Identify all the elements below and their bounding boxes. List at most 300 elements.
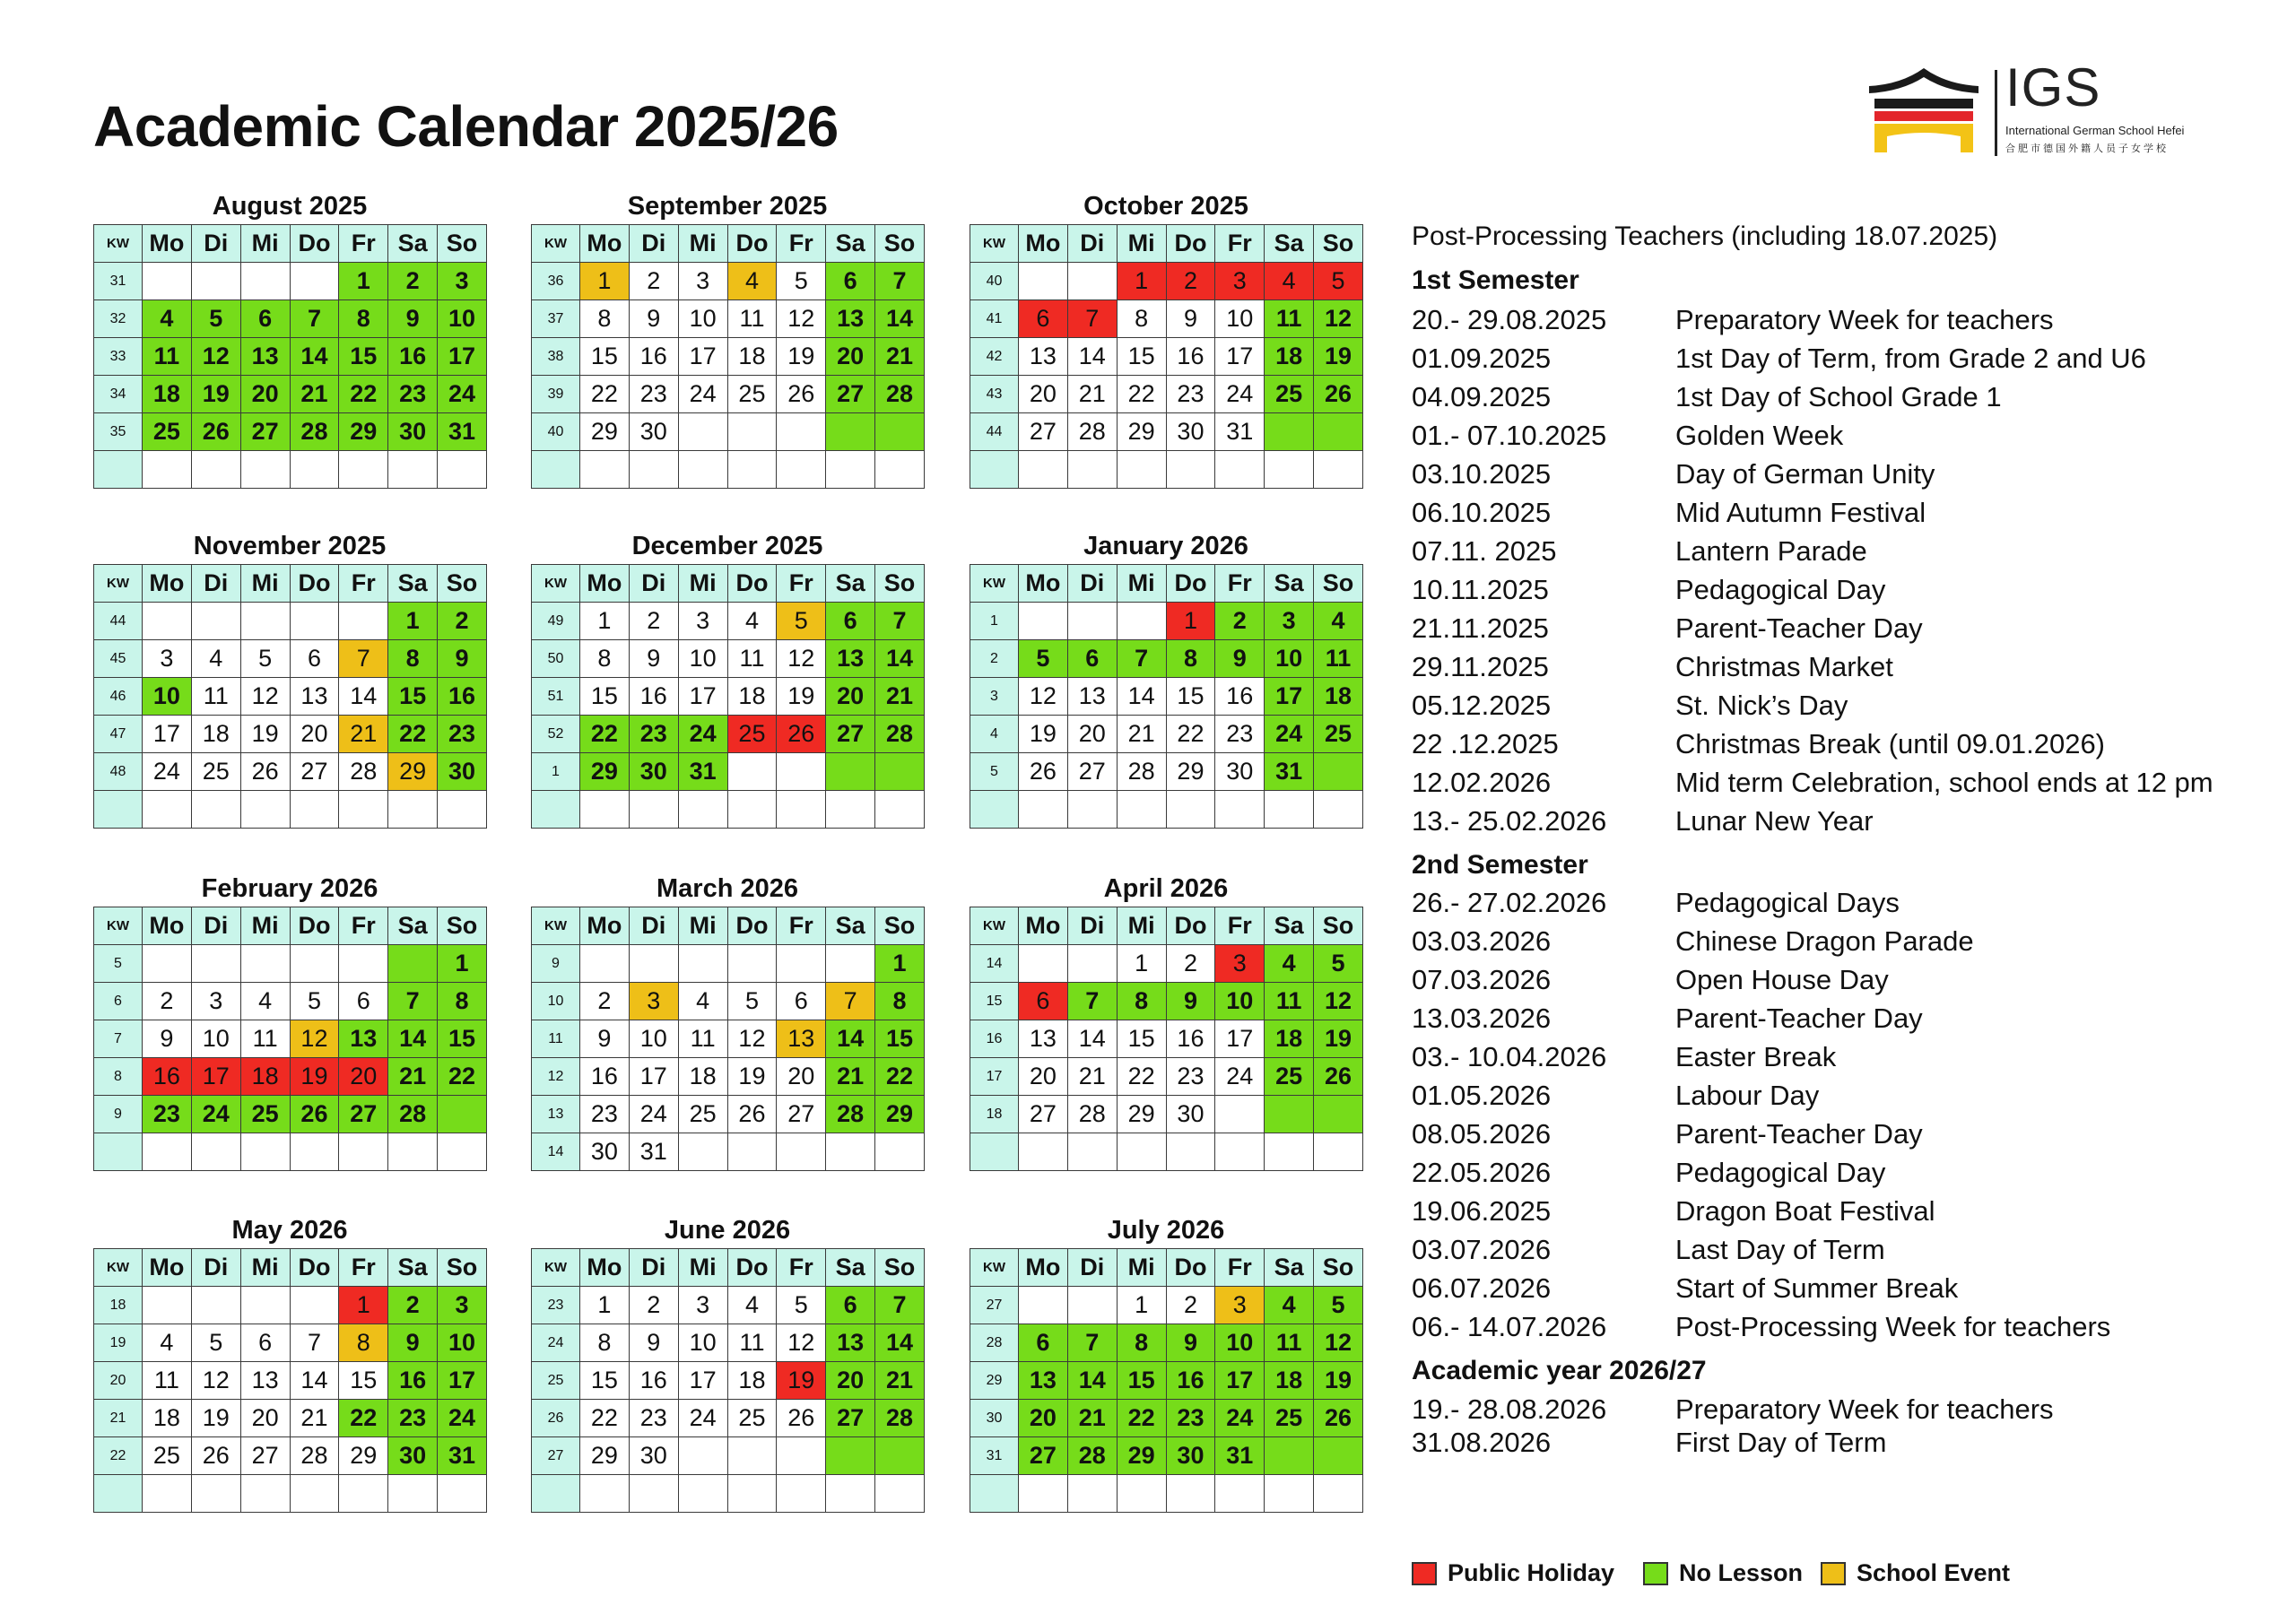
week-row bbox=[532, 1096, 925, 1133]
week-number-cell: 41 bbox=[970, 300, 1019, 338]
day-cell: 14 bbox=[339, 678, 388, 716]
day-cell: 25 bbox=[727, 376, 777, 413]
event-date: 06.07.2026 bbox=[1412, 1272, 1552, 1304]
weekday-header: Mi bbox=[678, 565, 727, 603]
day-cell: 3 bbox=[678, 263, 727, 300]
event-row bbox=[1412, 1307, 2273, 1346]
week-row bbox=[94, 603, 487, 640]
day-cell bbox=[777, 753, 826, 791]
weekday-header: Fr bbox=[1215, 225, 1265, 263]
day-cell-no-lesson bbox=[1314, 753, 1363, 791]
weekday-header: Mo bbox=[143, 565, 192, 603]
month-table bbox=[531, 564, 925, 829]
day-cell-no-lesson: 9 bbox=[388, 1324, 438, 1362]
week-number-cell bbox=[970, 1133, 1019, 1171]
weekday-header-row bbox=[532, 225, 925, 263]
week-row bbox=[970, 300, 1363, 338]
day-cell bbox=[1215, 451, 1265, 489]
day-cell bbox=[629, 1475, 678, 1513]
day-cell: 25 bbox=[191, 753, 240, 791]
weekday-header: So bbox=[1314, 565, 1363, 603]
day-cell-no-lesson: 23 bbox=[143, 1096, 192, 1133]
day-cell: 30 bbox=[629, 1437, 678, 1475]
weekday-header: So bbox=[875, 225, 925, 263]
week-row bbox=[970, 451, 1363, 489]
week-row bbox=[94, 1362, 487, 1400]
day-cell bbox=[1117, 1475, 1166, 1513]
day-cell: 13 bbox=[240, 1362, 290, 1400]
day-cell: 19 bbox=[777, 678, 826, 716]
week-row bbox=[970, 716, 1363, 753]
day-cell-no-lesson: 30 bbox=[629, 753, 678, 791]
day-cell bbox=[143, 1133, 192, 1171]
week-number-header: KW bbox=[94, 225, 143, 263]
day-cell-no-lesson: 14 bbox=[875, 640, 925, 678]
day-cell bbox=[678, 945, 727, 983]
day-cell-no-lesson: 2 bbox=[1215, 603, 1265, 640]
day-cell: 25 bbox=[143, 1437, 192, 1475]
week-number-cell: 14 bbox=[532, 1133, 580, 1171]
day-cell bbox=[1117, 1133, 1166, 1171]
event-date: 19.- 28.08.2026 bbox=[1412, 1393, 1607, 1425]
day-cell bbox=[1067, 451, 1117, 489]
day-cell bbox=[1265, 1475, 1314, 1513]
week-number-cell: 11 bbox=[532, 1020, 580, 1058]
day-cell: 4 bbox=[143, 1324, 192, 1362]
day-cell: 4 bbox=[727, 603, 777, 640]
day-cell: 5 bbox=[191, 1324, 240, 1362]
day-cell: 23 bbox=[1166, 1058, 1215, 1096]
day-cell: 28 bbox=[339, 753, 388, 791]
day-cell: 3 bbox=[678, 1287, 727, 1324]
day-cell bbox=[1019, 945, 1068, 983]
weekday-header: Mo bbox=[1019, 225, 1068, 263]
post-processing-note: Post-Processing Teachers (including 18.07.2025) bbox=[1412, 221, 1998, 251]
weekday-header: So bbox=[1314, 907, 1363, 945]
event-name: Christmas Market bbox=[1675, 651, 1893, 682]
month-title: August 2025 bbox=[212, 192, 368, 221]
day-cell-no-lesson: 18 bbox=[1314, 678, 1363, 716]
day-cell-no-lesson: 16 bbox=[388, 338, 438, 376]
event-date: 06.- 14.07.2026 bbox=[1412, 1311, 1607, 1342]
day-cell bbox=[1019, 451, 1068, 489]
week-row bbox=[970, 1362, 1363, 1400]
day-cell: 1 bbox=[580, 1287, 630, 1324]
day-cell-no-lesson: 31 bbox=[1215, 1437, 1265, 1475]
week-row bbox=[532, 1020, 925, 1058]
week-row bbox=[94, 1324, 487, 1362]
day-cell: 23 bbox=[1166, 376, 1215, 413]
day-cell-no-lesson: 12 bbox=[1314, 983, 1363, 1020]
day-cell bbox=[1067, 1133, 1117, 1171]
day-cell-no-lesson: 17 bbox=[438, 338, 487, 376]
week-number-cell: 49 bbox=[532, 603, 580, 640]
month-title: June 2026 bbox=[664, 1216, 791, 1245]
day-cell-no-lesson: 12 bbox=[1314, 1324, 1363, 1362]
week-row bbox=[94, 716, 487, 753]
week-number-cell: 21 bbox=[94, 1400, 143, 1437]
weekday-header: Do bbox=[290, 225, 339, 263]
month-calendar bbox=[93, 530, 486, 829]
day-cell-no-lesson: 8 bbox=[388, 640, 438, 678]
day-cell: 19 bbox=[240, 716, 290, 753]
day-cell: 19 bbox=[1019, 716, 1068, 753]
day-cell: 9 bbox=[143, 1020, 192, 1058]
day-cell-no-lesson: 5 bbox=[191, 300, 240, 338]
logo-divider bbox=[1995, 70, 1997, 156]
day-cell bbox=[240, 791, 290, 829]
week-number-cell: 2 bbox=[970, 640, 1019, 678]
day-cell bbox=[290, 451, 339, 489]
day-cell: 22 bbox=[580, 376, 630, 413]
day-cell: 12 bbox=[777, 300, 826, 338]
month-calendar bbox=[531, 530, 924, 829]
event-row bbox=[1412, 339, 2273, 378]
day-cell-no-lesson: 18 bbox=[143, 376, 192, 413]
weekday-header: Sa bbox=[1265, 907, 1314, 945]
day-cell: 14 bbox=[1067, 338, 1117, 376]
day-cell: 17 bbox=[1215, 1020, 1265, 1058]
day-cell-no-lesson: 8 bbox=[1166, 640, 1215, 678]
day-cell-no-lesson: 28 bbox=[875, 376, 925, 413]
weekday-header: Mo bbox=[143, 1249, 192, 1287]
weekday-header-row bbox=[94, 907, 487, 945]
day-cell-no-lesson: 18 bbox=[1265, 1362, 1314, 1400]
day-cell-no-lesson: 28 bbox=[875, 716, 925, 753]
day-cell: 6 bbox=[240, 1324, 290, 1362]
week-number-header: KW bbox=[970, 225, 1019, 263]
week-number-header: KW bbox=[970, 907, 1019, 945]
week-number-cell: 5 bbox=[970, 753, 1019, 791]
semester-2-heading: 2nd Semester bbox=[1412, 850, 1588, 880]
day-cell bbox=[290, 1475, 339, 1513]
week-number-cell: 36 bbox=[532, 263, 580, 300]
day-cell: 2 bbox=[143, 983, 192, 1020]
day-cell bbox=[1019, 1133, 1068, 1171]
day-cell bbox=[1067, 1475, 1117, 1513]
weekday-header: Sa bbox=[388, 907, 438, 945]
day-cell-no-lesson: 30 bbox=[1166, 1437, 1215, 1475]
month-title: May 2026 bbox=[231, 1216, 348, 1245]
event-row bbox=[1412, 532, 2273, 570]
week-number-cell: 1 bbox=[970, 603, 1019, 640]
week-number-cell: 13 bbox=[532, 1096, 580, 1133]
day-cell-no-lesson: 7 bbox=[875, 603, 925, 640]
day-cell: 1 bbox=[580, 603, 630, 640]
week-row bbox=[94, 300, 487, 338]
week-row bbox=[532, 753, 925, 791]
day-cell: 8 bbox=[580, 300, 630, 338]
event-date: 12.02.2026 bbox=[1412, 767, 1552, 798]
month-calendar bbox=[970, 530, 1362, 829]
day-cell-no-lesson: 18 bbox=[1265, 338, 1314, 376]
day-cell bbox=[826, 1475, 875, 1513]
day-cell-no-lesson: 6 bbox=[826, 263, 875, 300]
day-cell: 24 bbox=[678, 376, 727, 413]
day-cell-no-lesson: 7 bbox=[875, 1287, 925, 1324]
week-row bbox=[970, 338, 1363, 376]
month-table bbox=[970, 1248, 1363, 1513]
weekday-header: Fr bbox=[339, 225, 388, 263]
day-cell-no-lesson: 24 bbox=[1265, 716, 1314, 753]
day-cell-no-lesson: 29 bbox=[339, 413, 388, 451]
weekday-header: So bbox=[875, 907, 925, 945]
day-cell-no-lesson: 26 bbox=[1314, 1400, 1363, 1437]
event-row bbox=[1412, 378, 2273, 416]
weekday-header-row bbox=[94, 1249, 487, 1287]
day-cell-no-lesson: 21 bbox=[875, 678, 925, 716]
day-cell-no-lesson: 28 bbox=[388, 1096, 438, 1133]
day-cell-no-lesson: 27 bbox=[826, 1400, 875, 1437]
semester-1-events bbox=[1412, 300, 2273, 840]
day-cell-no-lesson: 21 bbox=[290, 376, 339, 413]
month-calendar bbox=[93, 190, 486, 489]
day-cell-no-lesson: 22 bbox=[1117, 1400, 1166, 1437]
month-calendar bbox=[93, 1214, 486, 1513]
weekday-header: Do bbox=[1166, 225, 1215, 263]
day-cell bbox=[1117, 791, 1166, 829]
day-cell-public-holiday: 25 bbox=[727, 716, 777, 753]
day-cell bbox=[143, 263, 192, 300]
weekday-header: Mo bbox=[580, 1249, 630, 1287]
weekday-header: Do bbox=[727, 1249, 777, 1287]
day-cell-public-holiday: 2 bbox=[1166, 263, 1215, 300]
day-cell bbox=[875, 1133, 925, 1171]
week-row bbox=[970, 791, 1363, 829]
day-cell: 26 bbox=[1019, 753, 1068, 791]
day-cell-no-lesson: 11 bbox=[1265, 1324, 1314, 1362]
day-cell: 17 bbox=[629, 1058, 678, 1096]
day-cell: 4 bbox=[727, 1287, 777, 1324]
no-lesson-swatch bbox=[1643, 1562, 1668, 1585]
day-cell: 21 bbox=[1117, 716, 1166, 753]
day-cell bbox=[1166, 451, 1215, 489]
day-cell bbox=[1117, 451, 1166, 489]
week-number-cell: 31 bbox=[94, 263, 143, 300]
event-row bbox=[1412, 300, 2273, 339]
weekday-header: So bbox=[438, 565, 487, 603]
event-name: Pedagogical Day bbox=[1675, 1157, 1886, 1188]
day-cell: 1 bbox=[1117, 1287, 1166, 1324]
week-number-cell: 24 bbox=[532, 1324, 580, 1362]
day-cell bbox=[727, 1133, 777, 1171]
day-cell bbox=[1265, 1133, 1314, 1171]
event-name: Day of German Unity bbox=[1675, 458, 1935, 490]
event-row bbox=[1412, 570, 2273, 609]
day-cell-no-lesson: 12 bbox=[191, 338, 240, 376]
day-cell: 2 bbox=[580, 983, 630, 1020]
weekday-header-row bbox=[970, 1249, 1363, 1287]
day-cell bbox=[388, 1133, 438, 1171]
day-cell: 12 bbox=[727, 1020, 777, 1058]
day-cell bbox=[1019, 791, 1068, 829]
month-table bbox=[970, 907, 1363, 1171]
month-title: October 2025 bbox=[1083, 192, 1248, 221]
month-calendar bbox=[970, 1214, 1362, 1513]
day-cell-no-lesson: 26 bbox=[1314, 1058, 1363, 1096]
day-cell bbox=[727, 1475, 777, 1513]
day-cell bbox=[1314, 451, 1363, 489]
day-cell-no-lesson: 25 bbox=[143, 413, 192, 451]
day-cell: 28 bbox=[290, 1437, 339, 1475]
week-number-cell: 25 bbox=[532, 1362, 580, 1400]
day-cell-school-event: 12 bbox=[290, 1020, 339, 1058]
next-year-events bbox=[1412, 1393, 2273, 1459]
weekday-header: Di bbox=[629, 565, 678, 603]
day-cell: 28 bbox=[1117, 753, 1166, 791]
day-cell-no-lesson: 25 bbox=[240, 1096, 290, 1133]
day-cell bbox=[191, 1287, 240, 1324]
day-cell-no-lesson: 20 bbox=[826, 338, 875, 376]
day-cell: 7 bbox=[290, 1324, 339, 1362]
week-row bbox=[94, 983, 487, 1020]
day-cell: 30 bbox=[1215, 753, 1265, 791]
day-cell bbox=[1019, 1287, 1068, 1324]
week-number-cell: 29 bbox=[970, 1362, 1019, 1400]
weekday-header-row bbox=[970, 225, 1363, 263]
day-cell bbox=[1117, 603, 1166, 640]
week-number-cell: 27 bbox=[532, 1437, 580, 1475]
week-row bbox=[970, 1475, 1363, 1513]
day-cell-no-lesson: 15 bbox=[1117, 1362, 1166, 1400]
week-number-cell: 1 bbox=[532, 753, 580, 791]
week-number-cell bbox=[970, 451, 1019, 489]
week-number-cell: 44 bbox=[94, 603, 143, 640]
weekday-header: Do bbox=[727, 565, 777, 603]
day-cell bbox=[1019, 263, 1068, 300]
day-cell-no-lesson: 8 bbox=[1117, 983, 1166, 1020]
day-cell: 19 bbox=[727, 1058, 777, 1096]
day-cell-no-lesson bbox=[1314, 1096, 1363, 1133]
weekday-header: Di bbox=[1067, 1249, 1117, 1287]
day-cell-no-lesson: 1 bbox=[388, 603, 438, 640]
day-cell: 8 bbox=[580, 640, 630, 678]
day-cell: 16 bbox=[580, 1058, 630, 1096]
event-row bbox=[1412, 883, 2273, 922]
day-cell bbox=[875, 451, 925, 489]
week-row bbox=[94, 1287, 487, 1324]
week-number-cell: 9 bbox=[94, 1096, 143, 1133]
day-cell-public-holiday: 7 bbox=[1067, 300, 1117, 338]
school-event-swatch bbox=[1821, 1562, 1846, 1585]
event-name: Pedagogical Days bbox=[1675, 887, 1900, 918]
day-cell-no-lesson: 31 bbox=[678, 753, 727, 791]
week-number-cell: 27 bbox=[970, 1287, 1019, 1324]
day-cell: 20 bbox=[240, 1400, 290, 1437]
day-cell: 22 bbox=[580, 1400, 630, 1437]
day-cell bbox=[388, 791, 438, 829]
weekday-header: Mo bbox=[1019, 565, 1068, 603]
day-cell: 30 bbox=[1166, 1096, 1215, 1133]
weekday-header: Do bbox=[290, 907, 339, 945]
day-cell-no-lesson: 17 bbox=[1265, 678, 1314, 716]
week-number-cell: 32 bbox=[94, 300, 143, 338]
day-cell-no-lesson: 25 bbox=[1314, 716, 1363, 753]
day-cell bbox=[727, 413, 777, 451]
day-cell: 15 bbox=[1117, 338, 1166, 376]
day-cell-no-lesson: 5 bbox=[1314, 945, 1363, 983]
week-number-cell: 44 bbox=[970, 413, 1019, 451]
day-cell: 18 bbox=[727, 678, 777, 716]
month-title: November 2025 bbox=[193, 532, 387, 560]
day-cell-no-lesson: 4 bbox=[1265, 945, 1314, 983]
day-cell: 8 bbox=[580, 1324, 630, 1362]
week-row bbox=[94, 1133, 487, 1171]
day-cell-no-lesson: 14 bbox=[875, 300, 925, 338]
weekday-header: Mi bbox=[240, 225, 290, 263]
month-table bbox=[531, 1248, 925, 1513]
day-cell: 16 bbox=[1215, 678, 1265, 716]
day-cell: 17 bbox=[143, 716, 192, 753]
week-number-cell: 16 bbox=[970, 1020, 1019, 1058]
day-cell: 14 bbox=[1117, 678, 1166, 716]
day-cell-no-lesson: 1 bbox=[438, 945, 487, 983]
legend-no-lesson-label: No Lesson bbox=[1679, 1559, 1804, 1586]
day-cell-no-lesson bbox=[875, 1437, 925, 1475]
weekday-header: Di bbox=[629, 907, 678, 945]
day-cell: 2 bbox=[629, 603, 678, 640]
week-row bbox=[94, 376, 487, 413]
day-cell bbox=[339, 1133, 388, 1171]
week-row bbox=[532, 716, 925, 753]
week-row bbox=[970, 983, 1363, 1020]
day-cell bbox=[1166, 1475, 1215, 1513]
week-number-cell: 28 bbox=[970, 1324, 1019, 1362]
day-cell-public-holiday: 1 bbox=[1166, 603, 1215, 640]
day-cell-no-lesson: 29 bbox=[1117, 1437, 1166, 1475]
week-number-header: KW bbox=[532, 225, 580, 263]
day-cell: 12 bbox=[1019, 678, 1068, 716]
day-cell bbox=[388, 451, 438, 489]
day-cell-school-event: 5 bbox=[777, 603, 826, 640]
day-cell-no-lesson: 2 bbox=[388, 263, 438, 300]
month-title: January 2026 bbox=[1083, 532, 1248, 560]
day-cell: 29 bbox=[339, 1437, 388, 1475]
week-row bbox=[532, 1400, 925, 1437]
month-calendar bbox=[970, 872, 1362, 1171]
day-cell: 17 bbox=[678, 338, 727, 376]
week-number-cell: 30 bbox=[970, 1400, 1019, 1437]
weekday-header: Do bbox=[727, 225, 777, 263]
event-name: Post-Processing Week for teachers bbox=[1675, 1311, 2111, 1342]
day-cell bbox=[143, 945, 192, 983]
day-cell-no-lesson: 29 bbox=[875, 1096, 925, 1133]
week-row bbox=[970, 1096, 1363, 1133]
event-name: Easter Break bbox=[1675, 1041, 1837, 1072]
weekday-header: Di bbox=[191, 565, 240, 603]
day-cell: 29 bbox=[1117, 1096, 1166, 1133]
day-cell-no-lesson: 31 bbox=[1265, 753, 1314, 791]
week-row bbox=[94, 678, 487, 716]
legend-public-holiday-label: Public Holiday bbox=[1448, 1559, 1615, 1586]
week-row bbox=[970, 678, 1363, 716]
weekday-header: Sa bbox=[826, 907, 875, 945]
day-cell-no-lesson: 1 bbox=[875, 945, 925, 983]
day-cell-no-lesson: 28 bbox=[826, 1096, 875, 1133]
day-cell bbox=[290, 1133, 339, 1171]
week-number-cell: 47 bbox=[94, 716, 143, 753]
event-name: Parent-Teacher Day bbox=[1675, 1002, 1923, 1034]
day-cell: 26 bbox=[777, 376, 826, 413]
event-date: 20.- 29.08.2025 bbox=[1412, 304, 1607, 335]
day-cell: 13 bbox=[1019, 1020, 1068, 1058]
week-number-cell bbox=[532, 451, 580, 489]
semester-2-events bbox=[1412, 883, 2273, 1346]
day-cell: 23 bbox=[629, 376, 678, 413]
week-number-cell: 52 bbox=[532, 716, 580, 753]
day-cell: 5 bbox=[727, 983, 777, 1020]
day-cell-school-event: 21 bbox=[339, 716, 388, 753]
